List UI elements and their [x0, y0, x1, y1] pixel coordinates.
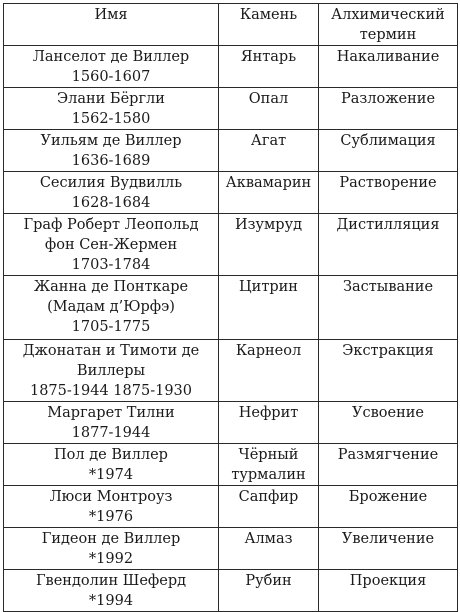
- person-name: Элани Бёргли: [57, 91, 165, 107]
- header-name: Имя: [4, 4, 219, 46]
- stone-cell: Опал: [219, 88, 319, 130]
- person-years: 1877-1944: [71, 425, 151, 441]
- name-cell: [4, 214, 219, 276]
- person-name: Пол де Виллер: [54, 447, 168, 463]
- term-cell: Размягчение: [319, 444, 458, 486]
- person-years: 1703-1784: [71, 257, 151, 273]
- name-cell: [4, 276, 219, 340]
- person-name: Жанна де Понткаре (Мадам д’Юрфэ): [33, 279, 189, 315]
- table-row: [4, 276, 458, 340]
- person-name: Уильям де Виллер: [40, 133, 182, 149]
- name-cell: [4, 570, 219, 612]
- table-row: [4, 130, 458, 172]
- name-cell: [4, 444, 219, 486]
- person-name: Джонатан и Тимоти де Виллеры: [22, 343, 200, 379]
- person-years: 1562-1580: [71, 111, 151, 127]
- name-cell: [4, 528, 219, 570]
- table-row: [4, 528, 458, 570]
- table-row: [4, 214, 458, 276]
- stone-cell: Сапфир: [219, 486, 319, 528]
- header-row: [4, 4, 458, 46]
- person-name: Граф Роберт Леопольд фон Сен-Жермен: [23, 217, 199, 253]
- name-cell: [4, 172, 219, 214]
- term-cell: Брожение: [319, 486, 458, 528]
- table-row: [4, 486, 458, 528]
- table-row: [4, 402, 458, 444]
- person-years: 1560-1607: [71, 69, 151, 85]
- term-cell: Растворение: [319, 172, 458, 214]
- table-row: [4, 172, 458, 214]
- name-cell: [4, 46, 219, 88]
- stone-cell: Нефрит: [219, 402, 319, 444]
- person-years: *1992: [88, 551, 134, 567]
- person-years: 1705-1775: [71, 319, 151, 335]
- person-name: Гвендолин Шеферд: [35, 573, 187, 589]
- stone-cell: Цитрин: [219, 276, 319, 340]
- person-years: 1875-1944 1875-1930: [29, 383, 192, 399]
- term-cell: Разложение: [319, 88, 458, 130]
- term-cell: Дистилляция: [319, 214, 458, 276]
- term-cell: Увеличение: [319, 528, 458, 570]
- name-cell: [4, 88, 219, 130]
- table-row: [4, 444, 458, 486]
- person-name: Гидеон де Виллер: [41, 531, 181, 547]
- name-cell: [4, 130, 219, 172]
- stone-cell: Рубин: [219, 570, 319, 612]
- person-name: Маргарет Тилни: [47, 405, 175, 421]
- person-years: *1976: [88, 509, 134, 525]
- person-years: 1628-1684: [71, 195, 151, 211]
- person-name: Ланселот де Виллер: [32, 49, 190, 65]
- person-years: *1974: [88, 467, 134, 483]
- document-sheet: [3, 3, 457, 609]
- stone-cell: Чёрный турмалин: [219, 444, 319, 486]
- name-cell: [4, 486, 219, 528]
- stone-cell: Алмаз: [219, 528, 319, 570]
- term-cell: Застывание: [319, 276, 458, 340]
- stone-cell: Карнеол: [219, 340, 319, 402]
- stone-cell: Изумруд: [219, 214, 319, 276]
- term-cell: Накаливание: [319, 46, 458, 88]
- name-cell: [4, 340, 219, 402]
- person-years: *1994: [88, 593, 134, 609]
- stone-cell: Аквамарин: [219, 172, 319, 214]
- table-row: [4, 340, 458, 402]
- person-name: Люси Монтроуз: [49, 489, 173, 505]
- table-row: [4, 46, 458, 88]
- person-years: 1636-1689: [71, 153, 151, 169]
- header-stone: Камень: [219, 4, 319, 46]
- term-cell: Сублимация: [319, 130, 458, 172]
- table-row: [4, 88, 458, 130]
- stone-cell: Агат: [219, 130, 319, 172]
- alchemy-table: [3, 3, 458, 612]
- term-cell: Экстракция: [319, 340, 458, 402]
- term-cell: Усвоение: [319, 402, 458, 444]
- stone-cell: Янтарь: [219, 46, 319, 88]
- name-cell: [4, 402, 219, 444]
- header-term: Алхимический термин: [319, 4, 458, 46]
- term-cell: Проекция: [319, 570, 458, 612]
- table-row: [4, 570, 458, 612]
- person-name: Сесилия Вудвилль: [39, 175, 183, 191]
